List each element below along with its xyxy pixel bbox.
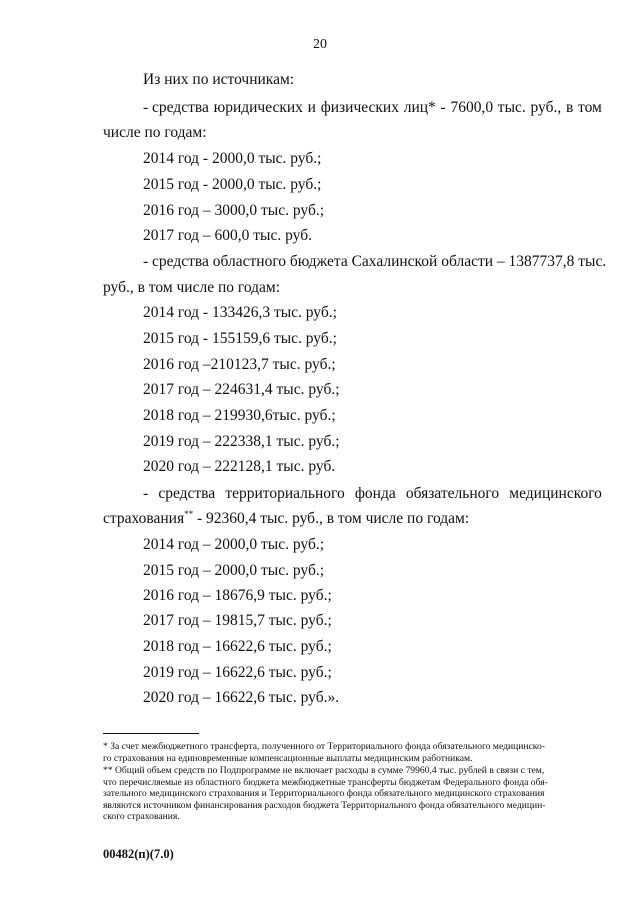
footnote-marker: ** bbox=[184, 508, 194, 519]
word: и bbox=[307, 99, 316, 116]
footnote-line: го страхования на единовременные компенсационные выплаты медицинским работникам. bbox=[103, 752, 473, 764]
word: территориального bbox=[225, 485, 345, 502]
footnote-1 bbox=[103, 741, 603, 764]
legal-funds-line bbox=[143, 99, 602, 117]
word: физических bbox=[320, 99, 399, 116]
year-line: 2020 год – 16622,6 тыс. руб.». bbox=[143, 689, 340, 706]
year-line: 2014 год - 133426,3 тыс. руб.; bbox=[143, 304, 337, 321]
word: в bbox=[565, 99, 574, 116]
year-line: 2019 год – 16622,6 тыс. руб.; bbox=[143, 664, 332, 681]
word: тыс. bbox=[497, 99, 526, 116]
year-line: 2015 год - 155159,6 тыс. руб.; bbox=[143, 330, 337, 347]
year-line: 2016 год –210123,7 тыс. руб.; bbox=[143, 356, 336, 373]
year-line: 2018 год – 219930,6тыс. руб.; bbox=[143, 407, 336, 424]
footnote-line: являются источником финансирования расходов бюджета Территориального фонда обязательного медицин- bbox=[103, 799, 546, 811]
year-line: 2017 год – 19815,7 тыс. руб.; bbox=[143, 612, 332, 629]
word: - bbox=[440, 99, 446, 116]
year-line: 2017 год – 600,0 тыс. руб. bbox=[143, 227, 312, 244]
territorial-fund-line-2 bbox=[103, 510, 469, 528]
word: том bbox=[578, 99, 602, 116]
footnote-line: зательного медицинского страхования и Территориального фонда обязательного медицинского страхования bbox=[103, 788, 545, 799]
word: лиц* bbox=[403, 99, 436, 116]
regional-budget-line-2: руб., в том числе по годам: bbox=[103, 279, 281, 296]
word: юридических bbox=[213, 99, 303, 116]
document-code: 00482(п)(7.0) bbox=[103, 847, 174, 861]
page-number: 20 bbox=[313, 37, 327, 52]
footnote-separator bbox=[103, 733, 199, 734]
year-line: 2016 год – 18676,9 тыс. руб.; bbox=[143, 587, 332, 604]
footnote-line: * За счет межбюджетного трансферта, полученного от Территориального фонда обязательного медицинско- bbox=[103, 741, 545, 752]
year-line: 2016 год – 3000,0 тыс. руб.; bbox=[143, 202, 325, 219]
year-line: 2017 год – 224631,4 тыс. руб.; bbox=[143, 381, 340, 398]
footnote-line: ** Общий объем средств по Подпрограмме не включает расходы в сумме 79960,4 тыс. рублей в связи с тем, bbox=[103, 765, 545, 776]
year-line: 2015 год – 2000,0 тыс. руб.; bbox=[143, 562, 325, 579]
year-line: 2020 год – 222128,1 тыс. руб. bbox=[143, 458, 336, 475]
intro-line: Из них по источникам: bbox=[143, 71, 295, 88]
word: средства bbox=[158, 485, 216, 502]
legal-funds-line-2: числе по годам: bbox=[103, 124, 207, 141]
year-line: 2014 год – 2000,0 тыс. руб.; bbox=[143, 536, 325, 553]
footnote-2 bbox=[103, 765, 603, 823]
year-line: 2014 год - 2000,0 тыс. руб.; bbox=[143, 150, 322, 167]
territorial-fund-line bbox=[143, 485, 602, 503]
footnote-line: что перечисляемые из областного бюджета межбюджетные трансферты бюджетам Федерального фонда обя- bbox=[103, 776, 548, 788]
text: - 92360,4 тыс. руб., в том числе по годам: bbox=[193, 510, 470, 527]
year-line: 2015 год - 2000,0 тыс. руб.; bbox=[143, 176, 322, 193]
footnote-line: ского страхования. bbox=[103, 811, 180, 822]
word: 7600,0 bbox=[450, 99, 494, 116]
year-line: 2019 год – 222338,1 тыс. руб.; bbox=[143, 433, 340, 450]
word: фонда bbox=[354, 485, 396, 502]
regional-budget-line: - средства областного бюджета Сахалинской области – 1387737,8 тыс. bbox=[143, 253, 607, 270]
word: медицинского bbox=[509, 485, 602, 502]
word: обязательного bbox=[405, 485, 500, 502]
year-line: 2018 год – 16622,6 тыс. руб.; bbox=[143, 638, 332, 655]
word: руб., bbox=[530, 99, 562, 116]
word: - средства bbox=[143, 99, 209, 116]
word: - bbox=[143, 485, 149, 502]
text: страхования bbox=[103, 510, 185, 527]
